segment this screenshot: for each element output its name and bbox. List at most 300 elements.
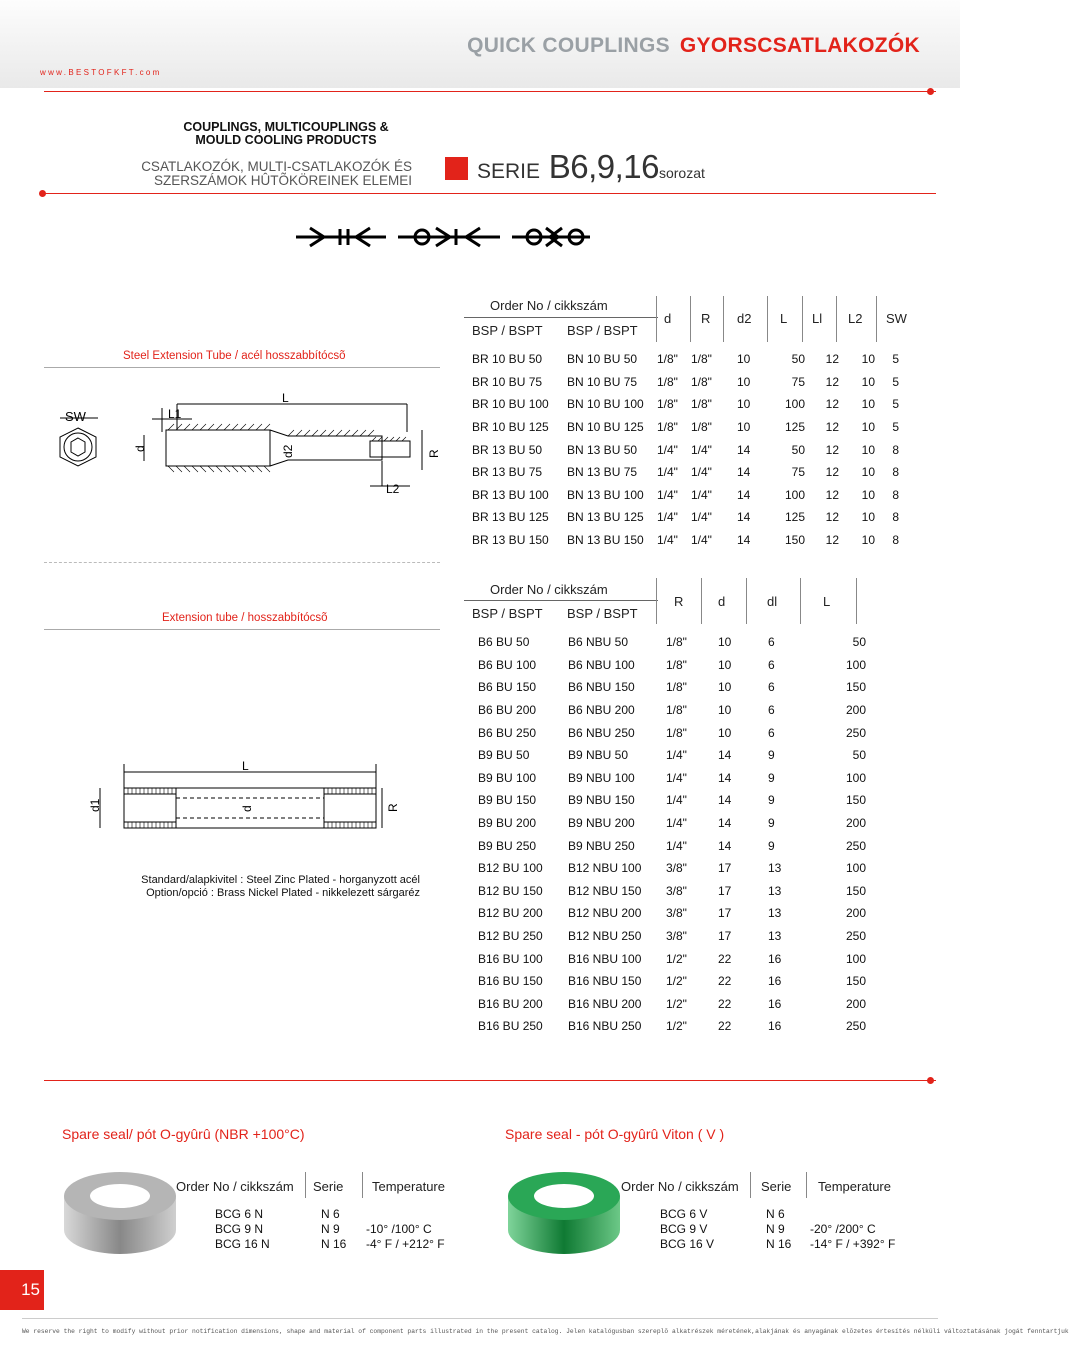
table-cell: 22 [718,951,732,966]
table-cell: 12 [825,487,839,502]
table-cell: 50 [852,748,866,763]
table-cell: B6 NBU 250 [568,725,635,740]
table-cell: 1/4" [691,533,712,548]
table-cell: 8 [892,533,899,548]
table-cell: 125 [784,420,805,435]
table-cell: 10 [861,420,875,435]
table-cell: 14 [737,442,751,457]
seal-nbr-sep [305,1172,306,1198]
table-cell: 22 [718,996,732,1011]
table2-h-d: d [718,594,726,609]
table-cell: 13 [768,883,782,898]
drawing1-l1-label: L1 [168,407,182,421]
table-cell: 10 [861,510,875,525]
table1-h-l2: L2 [848,311,863,326]
table-cell: BR 10 BU 100 [472,397,549,412]
table-cell: 200 [845,906,866,921]
table-cell: B9 NBU 200 [568,816,635,831]
drawing2-l-label: L [242,759,249,773]
seal-nbr-serie: N 6 [321,1207,340,1221]
footer-disclaimer: We reserve the right to modify without prior notification dimensions, shape and material of component parts illustrated in the present catalog. Jelen katalógusban szereplõ alkatrészek méretének,alakjának és anyagának elõzetes értesítés nélküli változtatásának jogát fenntartjuk [22,1328,1069,1335]
seal-nbr-sep [362,1172,363,1198]
table1-sep [723,296,724,342]
table-cell: 1/4" [666,770,687,785]
table-cell: 3/8" [666,929,687,944]
table-cell: B12 NBU 200 [568,906,642,921]
seal-nbr-code: BCG 9 N [215,1222,264,1236]
table2-caption: Extension tube / hosszabbítócsõ [162,612,328,624]
table-cell: BR 13 BU 75 [472,465,543,480]
table2-sep [656,578,657,624]
table-row [478,970,866,993]
drawing1-sw-label: SW [65,409,86,424]
table-cell: B9 BU 100 [478,770,537,785]
table-cell: 50 [791,352,805,367]
table-cell: 9 [768,748,775,763]
table-cell: 16 [768,996,782,1011]
table-cell: 12 [825,442,839,457]
table-cell: BR 13 BU 150 [472,533,549,548]
table-cell: 250 [845,725,866,740]
header-title-hu: GYORSCSATLAKOZÓK [679,34,920,57]
table-cell: 10 [861,465,875,480]
seal-viton-sep [806,1172,807,1198]
material-note-standard: Standard/alapkivitel : Steel Zinc Plated - horganyzott acél [141,874,420,886]
table-cell: 22 [718,974,732,989]
table-cell: B9 NBU 50 [568,748,629,763]
table-cell: 75 [791,465,805,480]
seal-nbr-h-order: Order No / cikkszám [176,1179,294,1194]
seal-nbr-temp: -4° F / +212° F [366,1237,445,1251]
table-cell: BR 10 BU 50 [472,352,543,367]
seal-viton-serie: N 6 [766,1207,785,1221]
table-cell: 1/8" [691,397,712,412]
page-header-title [467,34,920,58]
table-cell: 10 [718,725,732,740]
table-cell: 1/2" [666,1019,687,1034]
table-cell: 3/8" [666,861,687,876]
table-cell: 17 [718,929,732,944]
table1-order-header: Order No / cikkszám [490,298,608,313]
table-cell: 100 [845,657,866,672]
seal-nbr-code: BCG 6 N [215,1207,264,1221]
table-cell: 1/4" [666,816,687,831]
table-cell: B9 BU 50 [478,748,530,763]
table-cell: BN 10 BU 100 [567,397,644,412]
table-cell: BN 13 BU 125 [567,510,644,525]
table-cell: 17 [718,906,732,921]
table-cell: 14 [718,770,732,785]
table-cell: B16 NBU 150 [568,974,642,989]
seal-viton-series [766,1207,791,1252]
drawing2-r-label: R [386,803,400,812]
table1-h-l: L [780,311,788,326]
table-cell: 1/4" [657,533,678,548]
table-cell: 10 [718,703,732,718]
page-number: 15 [21,1280,40,1299]
seal-nbr-codes [215,1207,270,1252]
seal-viton-temp: -20° /200° C [810,1222,876,1236]
footer-line [22,1318,938,1319]
table-cell: 16 [768,1019,782,1034]
drawing2-d-label: d [240,805,254,812]
table-cell: 10 [718,657,732,672]
table-cell: B9 BU 200 [478,816,537,831]
table-cell: 5 [892,374,899,389]
table-cell: 10 [861,397,875,412]
table-cell: B6 BU 100 [478,657,537,672]
table-cell: 14 [737,465,751,480]
seal-nbr-h-temp: Temperature [372,1179,445,1194]
table-row [472,416,899,439]
seal-viton-codes [660,1207,714,1252]
table-cell: 10 [861,352,875,367]
seal-viton-serie: N 9 [766,1222,785,1236]
table-cell: 10 [861,487,875,502]
table1-h-d: d [664,311,672,326]
serie-title [477,148,705,186]
table-cell: 8 [892,465,899,480]
table-cell: 16 [768,974,782,989]
table-cell: 1/4" [691,442,712,457]
table-cell: 250 [845,838,866,853]
table-cell: B9 NBU 250 [568,838,635,853]
serie-word: SERIE [477,160,541,183]
drawing2-d1-label: d1 [88,798,102,812]
table-cell: 1/8" [666,657,687,672]
table-cell: 200 [845,816,866,831]
table1-caption: Steel Extension Tube / acél hosszabbítócsõ [123,350,346,362]
table-cell: BN 10 BU 75 [567,374,638,389]
table2 [478,631,866,1038]
seal-nbr-series [321,1207,346,1252]
table-cell: 10 [737,397,751,412]
table-cell: 1/8" [691,420,712,435]
table-cell: B6 BU 150 [478,680,537,695]
table-row [478,834,866,857]
table-cell: 1/2" [666,951,687,966]
serie-marker [445,157,468,180]
table-row [478,812,866,835]
caption2-line [44,629,440,630]
table-row [478,993,866,1016]
table-cell: 50 [791,442,805,457]
table-cell: B16 NBU 100 [568,951,642,966]
material-note-option: Option/opció : Brass Nickel Plated - nikkelezett sárgaréz [146,887,420,899]
seal-dot [927,1077,934,1084]
seal-viton-code: BCG 9 V [660,1222,708,1236]
table-cell: 1/8" [657,352,678,367]
seal-viton-temp: -14° F / +392° F [810,1237,896,1251]
table-cell: 1/4" [657,442,678,457]
table-cell: B12 NBU 150 [568,883,642,898]
section-title-hu-line1: CSATLAKOZÓK, MULTI-CSATLAKOZÓK ÉS [141,159,412,174]
table2-sep [856,578,857,624]
table-cell: 12 [825,465,839,480]
table-cell: B16 BU 150 [478,974,543,989]
section-divider [44,193,936,194]
table-cell: 100 [784,397,805,412]
table-row [478,631,866,654]
table-cell: 14 [718,793,732,808]
section-dashed-divider [44,562,440,563]
table-cell: 250 [845,1019,866,1034]
table-cell: 5 [892,397,899,412]
viton-oring-icon [504,1168,624,1264]
table-cell: BN 13 BU 50 [567,442,638,457]
table-row [472,371,899,394]
drawing1-r-label: R [427,449,441,458]
section-title-hu-line2: SZERSZÁMOK HÛTÕKÖREINEK ELEMEI [153,173,412,188]
table-cell: B16 BU 250 [478,1019,543,1034]
table-cell: 75 [791,374,805,389]
table-cell: 200 [845,996,866,1011]
table-cell: 1/8" [666,635,687,650]
table-row [478,676,866,699]
table-row [478,902,866,925]
table-cell: 150 [845,680,866,695]
table-cell: BN 10 BU 50 [567,352,638,367]
table-cell: BR 13 BU 50 [472,442,543,457]
table-cell: 100 [845,861,866,876]
table2-col1-header: BSP / BSPT [472,606,543,621]
table-row [472,506,899,529]
serie-suffix: sorozat [658,165,705,181]
table-cell: 125 [784,510,805,525]
table-cell: 1/4" [657,465,678,480]
table-row [472,348,899,371]
table2-h-l: L [823,594,831,609]
table-cell: BR 10 BU 75 [472,374,543,389]
table-cell: 10 [737,374,751,389]
seal-viton-h-order: Order No / cikkszám [621,1179,739,1194]
table-cell: B6 BU 250 [478,725,537,740]
table-cell: 6 [768,725,775,740]
header-dot [927,88,934,95]
nbr-oring-icon [60,1168,180,1264]
table-cell: B6 NBU 100 [568,657,635,672]
table-cell: 1/4" [691,510,712,525]
table-cell: BN 10 BU 125 [567,420,644,435]
table-cell: BN 13 BU 100 [567,487,644,502]
seal-viton-code: BCG 16 V [660,1237,715,1251]
table-cell: BR 10 BU 125 [472,420,549,435]
seal-nbr-temps [366,1207,445,1252]
table-cell: 12 [825,352,839,367]
table1-col2-header: BSP / BSPT [567,323,638,338]
table-row [472,393,899,416]
table-cell: B12 BU 100 [478,861,543,876]
table-cell: 150 [784,533,805,548]
seal-nbr-title: Spare seal/ pót O-gyûrû (NBR +100°C) [62,1126,305,1142]
extension-tube-drawing [80,758,420,838]
seal-divider [44,1080,936,1081]
table-cell: 5 [892,420,899,435]
table-cell: 1/8" [691,352,712,367]
table-cell: 14 [737,533,751,548]
table-cell: 10 [861,442,875,457]
drawing1-d-label: d [133,445,147,452]
table-cell: B6 NBU 200 [568,703,635,718]
table1-sep [656,296,657,342]
table2-h-dl: dl [767,594,778,609]
table-cell: B12 NBU 250 [568,929,642,944]
header-divider [44,91,936,92]
table-row [478,925,866,948]
table1 [472,348,899,551]
table-cell: 1/8" [691,374,712,389]
table-cell: 9 [768,838,775,853]
table-cell: B16 NBU 250 [568,1019,642,1034]
table-cell: 200 [845,703,866,718]
table2-sep [746,578,747,624]
table-cell: 10 [718,680,732,695]
table1-sep [767,296,768,342]
table-cell: 250 [845,929,866,944]
table-cell: 14 [718,838,732,853]
table-cell: B6 BU 200 [478,703,537,718]
table-cell: B16 BU 200 [478,996,543,1011]
table-cell: 10 [718,635,732,650]
table1-header-line [464,317,658,318]
table-cell: B9 BU 250 [478,838,537,853]
header-title-en: QUICK COUPLINGS [467,34,670,57]
table-cell: B16 BU 100 [478,951,543,966]
table-cell: BN 13 BU 75 [567,465,638,480]
seal-viton-title: Spare seal - pót O-gyûrû Viton ( V ) [505,1126,725,1142]
table-cell: 1/8" [657,420,678,435]
seal-viton-code: BCG 6 V [660,1207,708,1221]
table-cell: 3/8" [666,883,687,898]
seal-nbr-temp [366,1207,445,1222]
table-cell: 6 [768,680,775,695]
table-cell: 100 [784,487,805,502]
seal-nbr-temp: -10° /100° C [366,1222,432,1236]
table-cell: 100 [845,951,866,966]
table-cell: BR 13 BU 100 [472,487,549,502]
table-row [478,947,866,970]
table-cell: 6 [768,635,775,650]
table1-h-sw: SW [886,311,907,326]
website-link[interactable]: www.BESTOFKFT.com [40,68,162,77]
table-cell: 17 [718,883,732,898]
table-cell: B16 NBU 200 [568,996,642,1011]
table-row [478,654,866,677]
table-row [478,767,866,790]
table-cell: 1/8" [666,703,687,718]
seal-nbr-code: BCG 16 N [215,1237,270,1251]
drawing1-l-label: L [282,391,289,405]
table-cell: 5 [892,352,899,367]
table-row [472,484,899,507]
table1-sep [836,296,837,342]
table-cell: 1/4" [666,838,687,853]
table-cell: 150 [845,793,866,808]
table-cell: 10 [737,420,751,435]
table1-h-r: R [701,311,711,326]
table1-sep [802,296,803,342]
table-cell: 10 [861,533,875,548]
table-cell: 1/2" [666,996,687,1011]
table-cell: B12 BU 200 [478,906,543,921]
section-title-hu [120,160,412,188]
table-cell: 10 [737,352,751,367]
table-row [472,461,899,484]
table-cell: B9 BU 150 [478,793,537,808]
table1-h-ll: Ll [812,311,823,326]
seal-viton-sep [750,1172,751,1198]
table-row [478,1015,866,1038]
table-cell: 1/4" [666,748,687,763]
table-cell: 3/8" [666,906,687,921]
table-cell: 10 [861,374,875,389]
table2-header-line [464,600,658,601]
table2-sep [701,578,702,624]
steel-extension-tube-drawing [52,390,452,510]
seal-viton-h-serie: Serie [761,1179,792,1194]
page-number-tab [0,1270,44,1310]
table2-h-r: R [674,594,684,609]
table-cell: B12 BU 250 [478,929,543,944]
seal-nbr-h-serie: Serie [313,1179,344,1194]
drawing1-l2-label: L2 [386,482,400,496]
table-cell: B6 BU 50 [478,635,530,650]
table-cell: 8 [892,487,899,502]
table-cell: 12 [825,533,839,548]
table-cell: B9 NBU 100 [568,770,635,785]
table-cell: 13 [768,929,782,944]
table-cell: 14 [718,748,732,763]
table-cell: 8 [892,510,899,525]
table-row [478,744,866,767]
table-cell: 13 [768,861,782,876]
table-row [478,880,866,903]
table-cell: 17 [718,861,732,876]
table-cell: 14 [718,816,732,831]
table-cell: 50 [852,635,866,650]
table1-h-d2: d2 [737,311,752,326]
drawing1-d2-label: d2 [281,444,295,458]
table-cell: 1/4" [657,487,678,502]
section-dot [39,190,46,197]
table-cell: 1/4" [691,465,712,480]
coupling-symbols-icon [290,224,600,250]
table-cell: 1/2" [666,974,687,989]
table-cell: BR 13 BU 125 [472,510,549,525]
table-cell: 12 [825,420,839,435]
table-row [478,699,866,722]
table-cell: 6 [768,703,775,718]
table-cell: 1/8" [657,397,678,412]
table-cell: 9 [768,793,775,808]
table-cell: B6 NBU 50 [568,635,629,650]
table-cell: 1/4" [666,793,687,808]
table-cell: 14 [737,487,751,502]
serie-code: B6,9,16 [548,148,659,185]
table-cell: 9 [768,770,775,785]
table1-sep [690,296,691,342]
table-cell: 16 [768,951,782,966]
table-cell: BN 13 BU 150 [567,533,644,548]
table-cell: B6 NBU 150 [568,680,635,695]
seal-viton-h-temp: Temperature [818,1179,891,1194]
table-cell: 1/8" [666,680,687,695]
seal-viton-temp [810,1207,895,1222]
table-row [472,438,899,461]
table-cell: 6 [768,657,775,672]
table-cell: 1/8" [657,374,678,389]
table-cell: 1/8" [666,725,687,740]
